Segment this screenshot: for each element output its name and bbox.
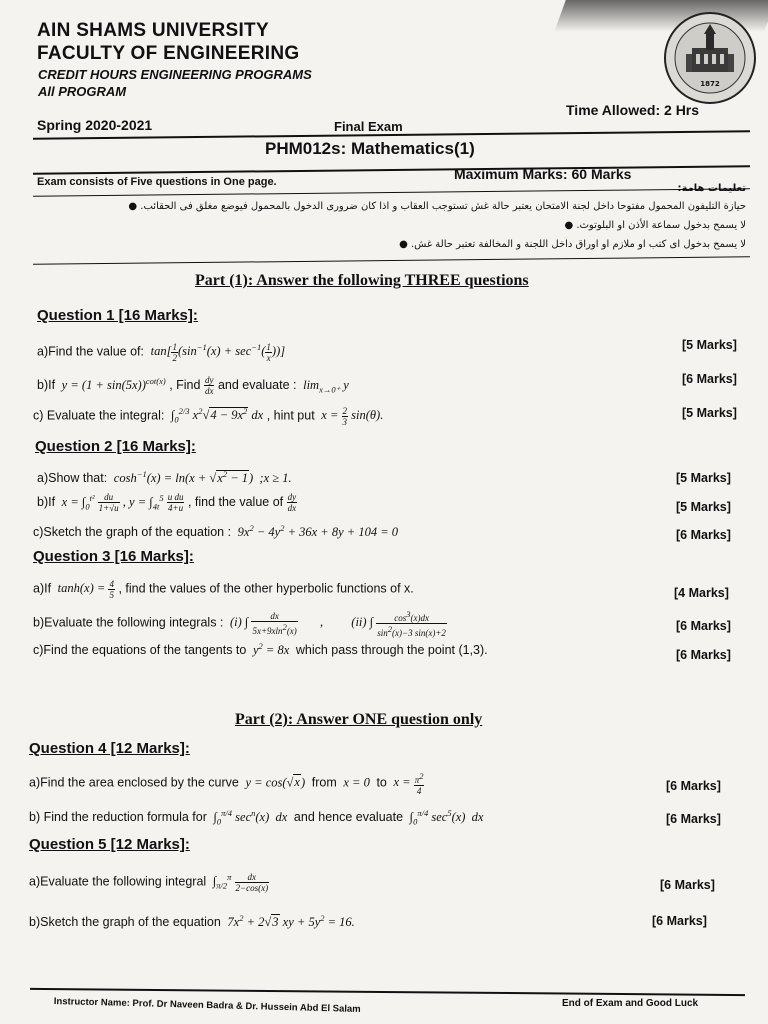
- q4-a: a)Find the area enclosed by the curve y = cos(√x) from x = 0 to x = $\frac{\pi^2}{4}$: [29, 771, 424, 796]
- time-allowed: Time Allowed: 2 Hrs: [566, 102, 700, 118]
- university-name: AIN SHAMS UNIVERSITY: [37, 20, 269, 41]
- footer-rule: [30, 988, 745, 996]
- header-rule-2: [33, 165, 750, 175]
- max-marks: Maximum Marks: 60 Marks: [454, 166, 632, 182]
- q1-c-text: c) Evaluate the integral:: [33, 408, 165, 423]
- programs-label: CREDIT HOURS ENGINEERING PROGRAMS: [38, 67, 312, 82]
- q4-a-text: a)Find the area enclosed by the curve: [29, 775, 239, 790]
- exam-consists: Exam consists of Five questions in One page.: [37, 176, 277, 188]
- header-rule-3: [33, 188, 750, 197]
- instruction-text-1: حيازة التليفون المحمول مفتوحا داخل لجنة الامتحان يعتبر حالة غش تستوجب العقاب و اذا كان ضرورى الدخول بالمحمول فيوضع مغلق فى الحقائب.: [140, 201, 746, 212]
- q3-c-tail: which pass through the point (1,3).: [295, 643, 488, 658]
- q3-a: a)If tanh(x) = $\frac{4}{5}$ , find the values of the other hyperbolic functions of x.: [33, 579, 414, 600]
- q1-b: b)If $y = (1 + \sin(5x))^{cot(x)}$ , Find $\frac{dy}{dx}$ and evaluate : $\lim_{x\to 0^+} y$: [37, 375, 349, 396]
- q1-c-hint: , hint put: [266, 408, 315, 423]
- q1-b-text: b)If: [37, 377, 56, 392]
- instruction-item-2: لا يسمح بدخول سماعة الأذن او البلوتوث. ●: [564, 220, 746, 231]
- q4-b-hence: and hence evaluate: [293, 810, 404, 825]
- q1-a-marks: [5 Marks]: [682, 338, 737, 352]
- q5-b-text: b)Sketch the graph of the equation: [29, 915, 221, 930]
- q5-a: a)Evaluate the following integral $\int_{\pi/2}^\pi$ $\frac{dx}{2-\cos(x)}$: [29, 872, 269, 893]
- q2-c-text: c)Sketch the graph of the equation :: [33, 525, 232, 540]
- q2-title: Question 2 [16 Marks]:: [35, 438, 196, 455]
- q3-a-text: a)If: [33, 581, 52, 596]
- q1-b-find: , Find: [169, 377, 201, 392]
- instruction-text-3: لا يسمح بدخول اى كتب او ملازم او اوراق داخل اللجنة و المخالفة تعتبر حالة غش.: [410, 239, 746, 250]
- q5-b-marks: [6 Marks]: [652, 914, 707, 928]
- q3-c-marks: [6 Marks]: [676, 648, 731, 662]
- faculty-name: FACULTY OF ENGINEERING: [37, 43, 300, 64]
- q2-a-text: a)Show that:: [37, 471, 108, 486]
- exam-term: Spring 2020-2021: [37, 117, 153, 133]
- part1-title: Part (1): Answer the following THREE questions: [195, 272, 529, 289]
- q1-c-marks: [5 Marks]: [682, 406, 737, 420]
- q3-b-marks: [6 Marks]: [676, 619, 731, 633]
- q1-b-marks: [6 Marks]: [682, 372, 737, 386]
- q4-b-marks: [6 Marks]: [666, 812, 721, 826]
- instruction-item-3: لا يسمح بدخول اى كتب او ملازم او اوراق داخل اللجنة و المخالفة تعتبر حالة غش. ●: [399, 239, 746, 250]
- q5-a-marks: [6 Marks]: [660, 878, 715, 892]
- program-label: All PROGRAM: [38, 84, 127, 99]
- header-rule-4: [33, 256, 750, 265]
- exam-type: Final Exam: [334, 119, 403, 134]
- q1-b-and: and evaluate :: [217, 377, 297, 392]
- logo-year: 1872: [700, 80, 720, 88]
- q2-a-marks: [5 Marks]: [676, 471, 731, 485]
- instructor-name: Instructor Name: Prof. Dr Naveen Badra & Dr. Hussein Abd El Salam: [53, 996, 361, 1016]
- q2-c: c)Sketch the graph of the equation : $9x^2 - 4y^2 + 36x + 8y + 104 = 0$: [33, 523, 399, 540]
- q5-a-text: a)Evaluate the following integral: [29, 874, 207, 889]
- q2-a: a)Show that: $\cosh^{-1}(x) = \ln(x + √x^2 - 1)$ ;x ≥ 1.: [37, 469, 292, 486]
- q3-c: c)Find the equations of the tangents to $y^2 = 8x$ which pass through the point (1,3).: [33, 641, 488, 658]
- q2-b-text: b)If: [37, 494, 56, 509]
- instructions-title: تعليمات هامة:: [677, 183, 746, 194]
- q3-c-text: c)Find the equations of the tangents to: [33, 643, 247, 658]
- q1-c: c) Evaluate the integral: $\int_0^{2/3}$ $x^2√4 - 9x^2$ dx , hint put x = $\frac{2}{3}$ sin(θ).: [33, 406, 384, 427]
- q3-b-text: b)Evaluate the following integrals :: [33, 615, 224, 630]
- q5-b: b)Sketch the graph of the equation $7x^2 + 2√3$ xy + $5y^2 = 16$.: [29, 913, 355, 930]
- instruction-item-1: حيازة التليفون المحمول مفتوحا داخل لجنة الامتحان يعتبر حالة غش تستوجب العقاب و اذا كان ضرورى الدخول بالمحمول فيوضع مغلق فى الحقائب. ●: [128, 201, 746, 212]
- q5-title: Question 5 [12 Marks]:: [29, 836, 190, 853]
- university-logo: [662, 10, 758, 106]
- q1-title: Question 1 [16 Marks]:: [37, 307, 198, 324]
- q1-a: a)Find the value of: tan[ $\frac{1}{2}$ ($\sin^{-1}(x) + \sec^{-1}$( $\frac{1}{x}$ ))]: [37, 342, 286, 363]
- closing-text: End of Exam and Good Luck: [562, 998, 699, 1009]
- q3-a-marks: [4 Marks]: [674, 586, 729, 600]
- q4-a-from: from: [311, 775, 337, 790]
- q2-b: b)If $x = \int_0^{t^2}$ $\frac{du}{1+√u}$ , $y = \int_{4t}^5$ $\frac{\text{u du}}{4+u}$ , find the value of $\frac{dy}{dx}$: [37, 492, 297, 514]
- q1-a-text: a)Find the value of:: [37, 344, 145, 359]
- q3-title: Question 3 [16 Marks]:: [33, 548, 194, 565]
- q2-b-find: , find the value of: [187, 494, 284, 509]
- part2-title: Part (2): Answer ONE question only: [235, 711, 483, 728]
- q4-a-to: to: [376, 775, 387, 790]
- q3-b: b)Evaluate the following integrals : (i) ∫ $\frac{dx}{5x+9xln^2(x)}$ , (ii) ∫ $\frac{\cos^3(x)dx}{\sin^2(x)-3 \sin(x)+2}$: [33, 609, 446, 638]
- q4-a-marks: [6 Marks]: [666, 779, 721, 793]
- q3-a-tail: , find the values of the other hyperbolic functions of x.: [118, 581, 414, 596]
- q2-b-marks: [5 Marks]: [676, 500, 731, 514]
- q2-c-marks: [6 Marks]: [676, 528, 731, 542]
- q4-b-text: b) Find the reduction formula for: [29, 810, 207, 825]
- course-title: PHM012s: Mathematics(1): [265, 139, 475, 158]
- q4-b: b) Find the reduction formula for $\int_0^{\pi/4}$ $\sec^n(x)$ dx and hence evaluate $\int_0^{\pi/4}$ $\sec^5(x)$ dx: [29, 808, 484, 827]
- q4-title: Question 4 [12 Marks]:: [29, 740, 190, 757]
- instruction-text-2: لا يسمح بدخول سماعة الأذن او البلوتوث.: [576, 220, 746, 231]
